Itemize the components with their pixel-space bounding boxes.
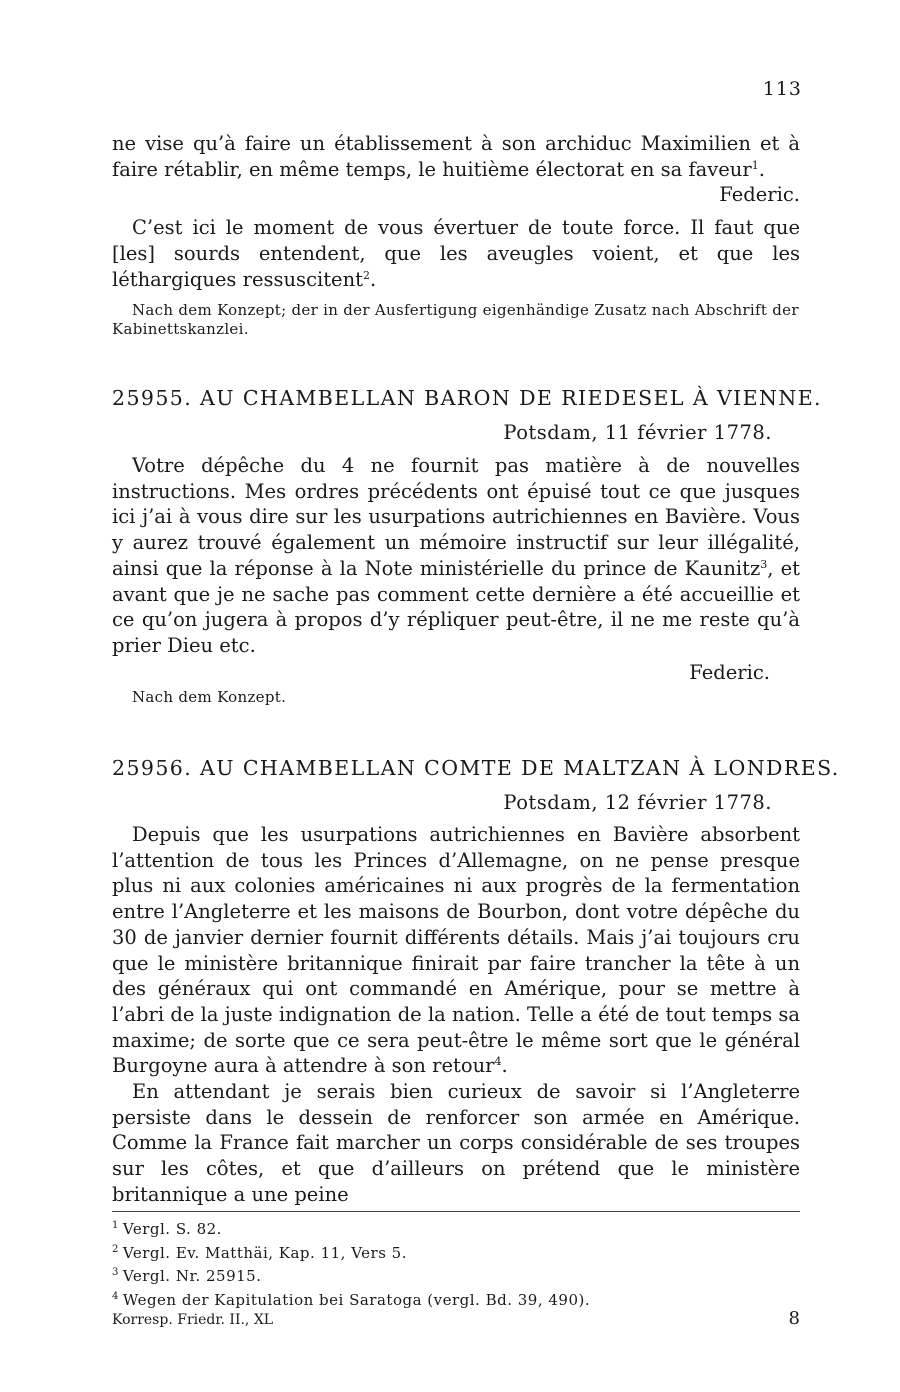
source-note: Nach dem Konzept; der in der Ausfertigung eigenhändige Zusatz nach Abschrift der Kabinettskanzlei.: [112, 301, 799, 339]
footnote-divider: [112, 1211, 800, 1212]
signature-mark: 8: [788, 1308, 800, 1329]
footnote: $^2$ Vergl. Ev. Matthäi, Kap. 11, Vers 5.: [112, 1243, 407, 1262]
letter-body: Depuis que les usurpations autrichiennes en Bavière absorbent l’attention de tous les Princes d’Allemagne, on ne pense presque plus ni aux colonies américaines ni aux progrès de la fermentation entre l’Angleterre et les maisons de Bourbon, dont votre dépêche du 30 de janvier dernier fournit différents détails. Mais j’ai toujours cru que le ministère britannique finirait par faire trancher la tête à un des généraux qui ont commandé en Amérique, pour se mettre à l’abri de la juste indignation de la nation. Telle a été de tout temps sa maxime; de sorte que ce sera peut-être le même sort que le général Burgoyne aura à attendre à son retour$^4$.: [112, 823, 800, 1078]
signature-line: Korresp. Friedr. II., XL: [112, 1312, 274, 1328]
paragraph: C’est ici le moment de vous évertuer de toute force. Il faut que [les] sourds entendent, que les aveugles voient, et que les léthargiques ressuscitent$^2$.: [112, 216, 800, 291]
footnote-ref[interactable]: 2: [363, 268, 370, 282]
page-footer: [112, 1308, 800, 1329]
previous-letter-ending: [112, 131, 800, 339]
footnote-ref[interactable]: 4: [494, 1055, 502, 1069]
dateline: Potsdam, 11 février 1778.: [503, 421, 772, 444]
letter-heading: 25956. AU CHAMBELLAN COMTE DE MALTZAN À LONDRES.: [112, 756, 840, 780]
footnotes: [112, 1216, 800, 1310]
source-note: Nach dem Konzept.: [132, 688, 287, 707]
footnote-ref[interactable]: 3: [760, 557, 768, 571]
signature: Federic.: [719, 183, 800, 207]
letter-heading: 25955. AU CHAMBELLAN BARON DE RIEDESEL À VIENNE.: [112, 386, 822, 410]
paragraph: ne vise qu’à faire un établissement à son archiduc Maximilien et à faire rétablir, en même temps, le huitième électorat en sa faveur$^1$.: [112, 132, 800, 181]
footnote-ref[interactable]: 1: [751, 158, 759, 172]
letter-body: En attendant je serais bien curieux de savoir si l’Angleterre persiste dans le dessein de renforcer son armée en Amérique. Comme la France fait marcher un corps considérable de ses troupes sur les côtes, et que d’ailleurs on prétend que le ministère britannique a une peine: [112, 1080, 800, 1206]
signature: Federic.: [689, 660, 770, 684]
page-number: 113: [762, 78, 802, 100]
dateline: Potsdam, 12 février 1778.: [503, 791, 772, 814]
footnote: $^3$ Vergl. Nr. 25915.: [112, 1267, 262, 1285]
letter-body: Votre dépêche du 4 ne fournit pas matière à de nouvelles instructions. Mes ordres précédents ont épuisé tout ce que jusques ici j’ai à vous dire sur les usurpations autrichiennes en Bavière. Vous y aurez trouvé également un mémoire instructif sur leur illégalité, ainsi que la réponse à la Note ministérielle du prince de Kaunitz$^3$, et avant que je ne sache pas comment cette dernière a été accueillie et ce qu’on jugera à propos d’y répliquer peut-être, il ne me reste qu’à prier Dieu etc.: [112, 454, 800, 657]
letter-25955: [112, 386, 822, 707]
footnote: $^1$ Vergl. S. 82.: [112, 1220, 222, 1238]
footnote: $^4$ Wegen der Kapitulation bei Saratoga (vergl. Bd. 39, 490).: [112, 1290, 591, 1309]
letter-25956: [112, 756, 840, 1208]
